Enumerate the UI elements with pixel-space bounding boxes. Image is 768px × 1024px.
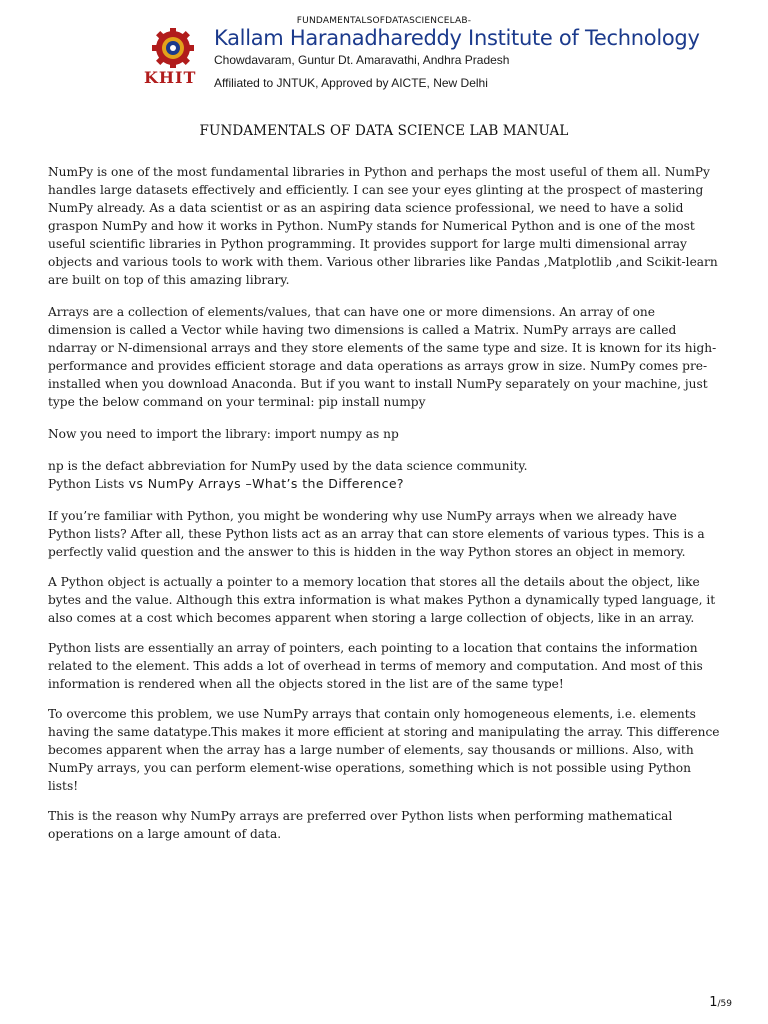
document-title: FUNDAMENTALS OF DATA SCIENCE LAB MANUAL [199, 123, 569, 139]
letterhead [140, 26, 700, 94]
logo-text: KHIT [144, 68, 197, 87]
institution-address: Chowdavaram, Guntur Dt. Amaravathi, Andhra Pradesh [214, 53, 510, 67]
page-total: /59 [717, 999, 732, 1009]
paragraph-homogeneous: To overcome this problem, we use NumPy arrays that contain only homogeneous elements, i.e. elements having the same datatype.This makes it more efficient at storing and manipulating the array. This difference becomes apparent when the array has a large number of elements, say thousands or millions. Also, with NumPy arrays, you can perform element-wise operations, something which is not possible using Python lists! [48, 707, 720, 793]
institution-affiliation: Affiliated to JNTUK, Approved by AICTE, New Delhi [214, 76, 488, 90]
paragraph-import: Now you need to import the library: import numpy as np [48, 427, 399, 441]
page-number [709, 995, 732, 1010]
college-logo [140, 28, 206, 90]
paragraph-python-object: A Python object is actually a pointer to a memory location that stores all the details about the object, like bytes and the value. Although this extra information is what makes Python a dynamically typed language, it also comes at a cost which becomes apparent when storing a large collection of objects, like in an array. [48, 575, 716, 625]
paragraph-np-abbreviation: np is the defact abbreviation for NumPy used by the data science community. [48, 459, 528, 473]
page-current: 1 [709, 995, 718, 1010]
institution-name: Kallam Haranadhareddy Institute of Technology [214, 26, 700, 50]
paragraph-conclusion: This is the reason why NumPy arrays are preferred over Python lists when performing mathematical operations on a large amount of data. [48, 809, 673, 841]
section-heading-part2: vs NumPy Arrays –What’s the Difference? [124, 476, 404, 491]
paragraph-arrays: Arrays are a collection of elements/values, that can have one or more dimensions. An array of one dimension is called a Vector while having two dimensions is called a Matrix. NumPy arrays are called ndarray or N-dimensional arrays and they store elements of the same type and size. It is known for its high-performance and provides efficient storage and data operations as arrays grow in size. NumPy comes pre-installed when you download Anaconda. But if you want to install NumPy separately on your machine, just type the below command on your terminal: pip install numpy [48, 305, 717, 409]
running-head: FUNDAMENTALSOFDATASCIENCELAB- [296, 16, 472, 26]
paragraph-pointers: Python lists are essentially an array of pointers, each pointing to a location that contains the information related to the element. This adds a lot of overhead in terms of memory and computation. And most of this information is rendered when all the objects stored in the list are of the same type! [48, 641, 703, 691]
section-heading [48, 475, 720, 493]
document-body [48, 163, 720, 843]
paragraph-lists-question: If you’re familiar with Python, you might be wondering why use NumPy arrays when we already have Python lists? After all, these Python lists act as an array that can store elements of various types. This is a perfectly valid question and the answer to this is hidden in the way Python stores an object in memory. [48, 509, 705, 559]
paragraph-intro: NumPy is one of the most fundamental libraries in Python and perhaps the most useful of them all. NumPy handles large datasets effectively and efficiently. I can see your eyes glinting at the prospect of mastering NumPy already. As a data scientist or as an aspiring data science professional, we need to have a solid graspon NumPy and how it works in Python. NumPy stands for Numerical Python and is one of the most useful scientific libraries in Python programming. It provides support for large multi dimensional array objects and various tools to work with them. Various other libraries like Pandas ,Matplotlib ,and Scikit-learn are built on top of this amazing library. [48, 165, 718, 287]
gear-emblem-icon [140, 28, 206, 68]
section-heading-part1: Python Lists [48, 477, 125, 491]
